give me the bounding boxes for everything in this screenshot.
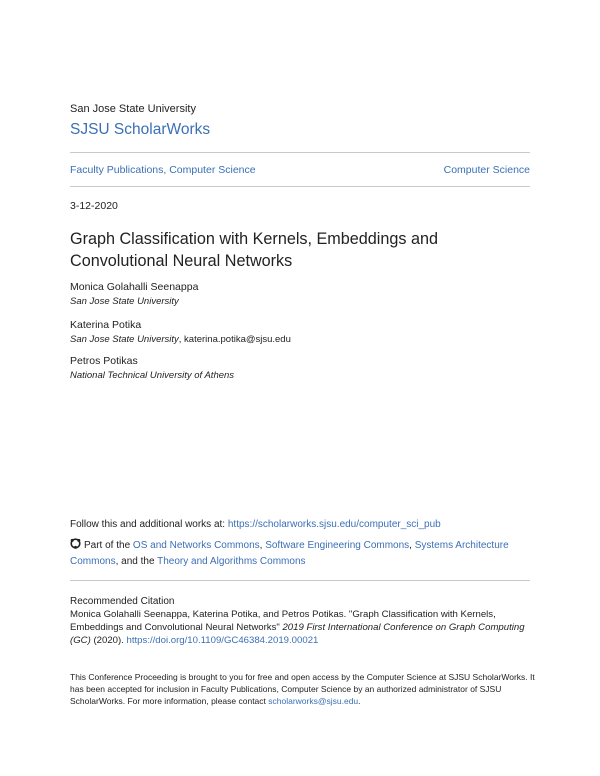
university-name: San Jose State University xyxy=(70,103,196,115)
systems-architecture-commons-link[interactable]: Systems Architecture Commons xyxy=(70,540,509,567)
doi-link[interactable]: https://doi.org/10.1109/GC46384.2019.00021 xyxy=(126,635,319,647)
author-name: Monica Golahalli Seenappa xyxy=(70,281,199,293)
part-of-line: Part of the OS and Networks Commons, Software Engineering Commons, Systems Architecture Commons, and the Theory and Algorithms Commons xyxy=(70,540,509,567)
recommended-citation-heading: Recommended Citation xyxy=(70,596,175,607)
author-email: , katerina.potika@sjsu.edu xyxy=(178,334,291,345)
publication-date: 3-12-2020 xyxy=(70,200,118,212)
divider-collection xyxy=(70,186,530,187)
theory-algorithms-commons-link[interactable]: Theory and Algorithms Commons xyxy=(157,556,306,567)
author-affiliation: National Technical University of Athens xyxy=(70,370,235,381)
author-affiliation: San Jose State University xyxy=(70,296,179,307)
scholarworks-link[interactable]: SJSU ScholarWorks xyxy=(70,121,211,138)
author-name: Petros Potikas xyxy=(70,355,138,367)
author-affiliation: San Jose State University, katerina.potika@sjsu.edu xyxy=(70,334,291,345)
recommended-citation-text: Monica Golahalli Seenappa, Katerina Potika, and Petros Potikas. "Graph Classification with Kernels, Embeddings and Convolutional Neural Networks" 2019 First International Conference on Graph Computing (GC) (2020). https://doi.org/10.1109/GC46384.2019.00021 xyxy=(70,609,525,647)
follow-line: Follow this and additional works at: https://scholarworks.sjsu.edu/computer_sci_pub xyxy=(70,519,441,530)
author-name: Katerina Potika xyxy=(70,319,142,331)
computer-science-link[interactable]: Computer Science xyxy=(443,164,530,176)
divider-top xyxy=(70,152,530,153)
os-networks-commons-link[interactable]: OS and Networks Commons xyxy=(132,540,260,551)
software-engineering-commons-link[interactable]: Software Engineering Commons xyxy=(265,540,410,551)
paper-title: Graph Classification with Kernels, Embeddings and Convolutional Neural Networks xyxy=(70,230,439,270)
divider-citation xyxy=(70,580,530,581)
access-notice: This Conference Proceeding is brought to you for free and open access by the Computer Science at SJSU ScholarWorks. It has been accepted for inclusion in Faculty Publications, Computer Science by an authorized administrator of SJSU ScholarWorks. For more information, please contact scholarworks@sjsu.edu. xyxy=(70,672,535,706)
network-commons-icon xyxy=(70,538,81,549)
contact-email-link[interactable]: scholarworks@sjsu.edu xyxy=(268,696,359,706)
collection-url-link[interactable]: https://scholarworks.sjsu.edu/computer_sci_pub xyxy=(227,519,441,530)
faculty-publications-link[interactable]: Faculty Publications, Computer Science xyxy=(70,164,256,176)
